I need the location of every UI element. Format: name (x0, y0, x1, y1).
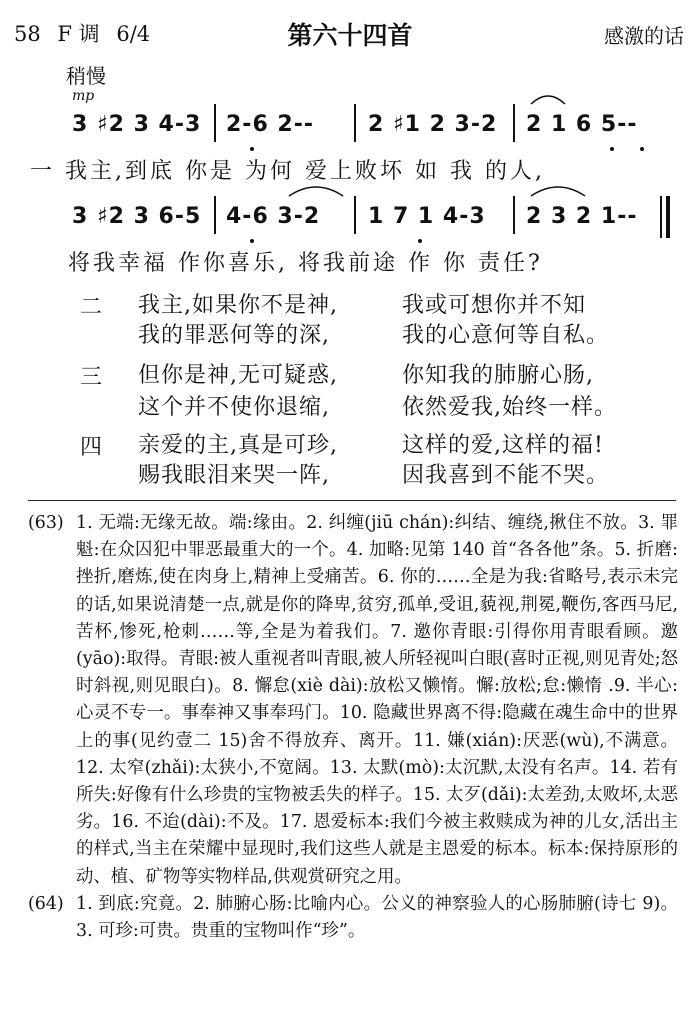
section-divider (28, 500, 676, 501)
verse-line: 赐我眼泪来哭一阵, (138, 463, 330, 488)
lyric-line-1: 一 我主,到底 你是 为何 爱上败坏 如 我 的人, (30, 159, 545, 184)
measure: 3 ♯2 3 4-3 (72, 112, 202, 137)
hymn-number: 58 (14, 22, 41, 46)
bar-line (354, 196, 356, 234)
footnote-text: 1. 到底:究竟。2. 肺腑心肠:比喻内心。公义的神察验人的心肠肺腑(诗七 9)。3. 可珍:可贵。贵重的宝物叫作“珍”。 (76, 893, 678, 942)
verse-line: 我的罪恶何等的深, (138, 323, 330, 348)
low-octave-dot (610, 147, 614, 151)
verse-line: 亲爱的主,真是可珍, (138, 433, 338, 458)
slur-arc (286, 182, 346, 198)
footnote-text: 1. 无端:无缘无故。端:缘由。2. 纠缠(jiū chán):纠结、缠绕,揪住不放。3. 罪魁:在众囚犯中罪恶最重大的一个。4. 加略:见第 140 首“各各他”条。5. 折磨:挫折,磨炼,使在肉身上,精神上受痛苦。6. 你的……全是为我:省略号,表示未完的话,如果说清楚一点,就是你的降卑,贫穷,孤单,受诅,藐视,荆冕,鞭伤,客西马尼,苦杯,惨死,枪刺……等,全是为着我们。7. 邀你青眼:引得你用青眼看顾。邀(yāo):取得。青眼:被人重视者叫青眼,被人所轻视叫白眼(喜时正视,则见青处;怒时斜视,则见眼白)。8. 懈怠(xiè dài):放松又懒惰。懈:放松;怠:懒惰 .9. 半心:心灵不专一。事奉神又事奉玛门。10. 隐藏世界离不得:隐藏在魂生命中的世界上的事(见约壹二 15)舍不得放弃、离开。11. 嫌(xián):厌恶(wù),不满意。12. 太窄(zhǎi):太狭小,不宽阔。13. 太默(mò):太沉默,太没有名声。14. 若有所失:好像有什么珍贵的宝物被丢失的样子。15. 太歹(dǎi):太差劲,太败坏,太恶劣。16. 不迨(dài):不及。17. 恩爱标本:我们今被主救赎成为神的儿女,活出主的样式,当主在荣耀中显现时,我们这些人就是主恩爱的标本。标本:保持原形的动、植、矿物等实物样品,供观赏研究之用。 (76, 513, 678, 887)
footnote-tag: (64) (28, 893, 64, 914)
lyric-line-2: 将我幸福 作你喜乐, 将我前途 作 你 责任? (68, 251, 543, 276)
measure: 2-6 2-- (226, 112, 314, 137)
verse-number: 二 (80, 295, 103, 320)
footnote-64 (28, 891, 678, 945)
measure: 1 7 1 4-3 (368, 204, 486, 229)
slur-arc (528, 90, 568, 106)
verse-line: 这样的爱,这样的福! (402, 433, 604, 458)
low-octave-dot (418, 239, 422, 243)
bar-line (513, 196, 515, 234)
verse-line: 我的心意何等自私。 (402, 323, 610, 348)
low-octave-dot (640, 147, 644, 151)
final-bar-thick (666, 196, 670, 238)
footnote-63 (28, 510, 678, 891)
verse-line: 我主,如果你不是神, (138, 293, 338, 318)
measure: 4-6 3-2 (226, 204, 321, 229)
bar-line (214, 196, 216, 234)
low-octave-dot (250, 147, 254, 151)
page-title: 第六十四首 (287, 21, 413, 50)
measure: 2 1 6 5-- (526, 112, 638, 137)
tempo-marking: 稍慢 (66, 64, 106, 88)
low-octave-dot (250, 239, 254, 243)
verse-line: 因我喜到不能不哭。 (402, 463, 610, 488)
hymn-key: F 调 (57, 22, 100, 46)
dynamic-marking: mp (72, 88, 95, 104)
final-bar-thin (660, 196, 662, 238)
hymn-time-signature: 6/4 (116, 22, 151, 46)
verse-number: 三 (80, 365, 103, 390)
footnote-tag: (63) (28, 513, 64, 533)
measure: 2 3 2 1-- (526, 204, 638, 229)
verse-number: 四 (80, 435, 103, 460)
measure: 3 ♯2 3 6-5 (72, 204, 202, 229)
bar-line (354, 104, 356, 142)
verse-line: 我或可想你并不知 (402, 293, 587, 318)
verse-line: 你知我的肺腑心肠, (402, 363, 594, 388)
footnotes (28, 510, 678, 945)
bar-line (513, 104, 515, 142)
bar-line (214, 104, 216, 142)
verse-line: 依然爱我,始终一样。 (402, 395, 617, 420)
slur-arc (528, 182, 588, 198)
measure: 2 ♯1 2 3-2 (368, 112, 498, 137)
hymn-subtitle: 感激的话 (604, 24, 684, 48)
verse-line: 这个并不使你退缩, (138, 395, 330, 420)
verse-line: 但你是神,无可疑惑, (138, 363, 338, 388)
